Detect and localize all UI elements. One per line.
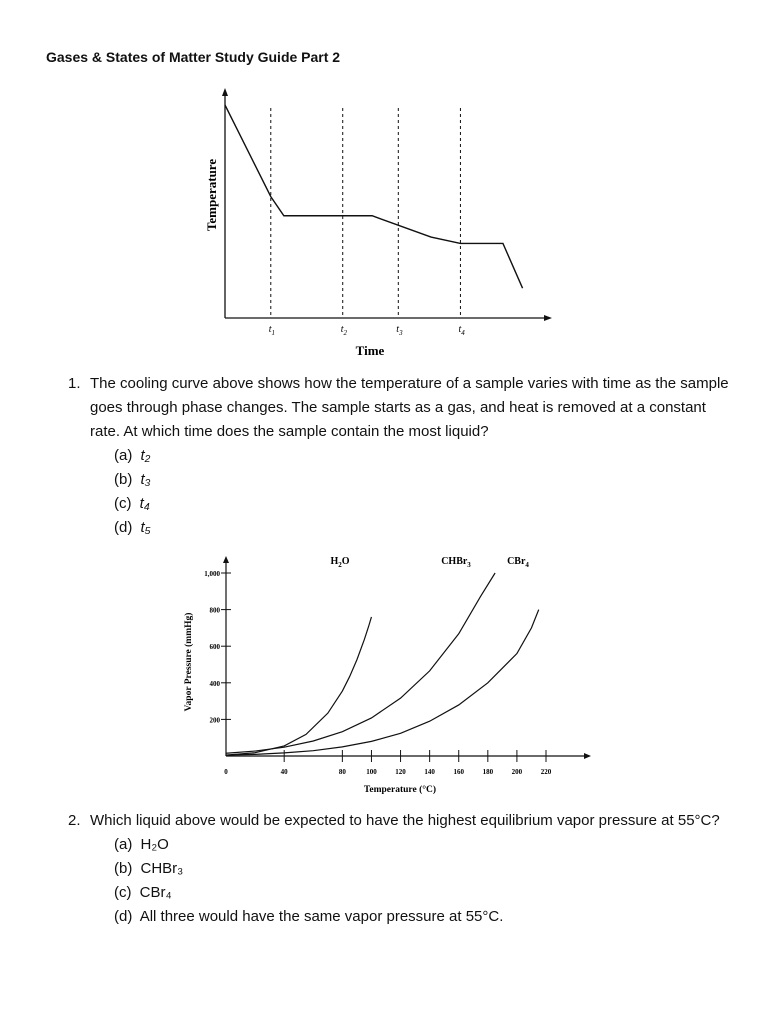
origin-label: 0 bbox=[224, 768, 228, 776]
x-tick-label: 40 bbox=[280, 768, 288, 776]
option-letter: (c) bbox=[114, 884, 132, 901]
y-axis-label: Vapor Pressure (mmHg) bbox=[184, 612, 194, 712]
option-text: CBr₄ bbox=[139, 884, 172, 901]
question-text: The cooling curve above shows how the temperature of a sample varies with time as the sample goes through phase changes. The sample starts as a gas, and heat is removed at a constant rate. At which time does the sample contain the most liquid? bbox=[90, 375, 729, 440]
option-text: t₄ bbox=[139, 495, 150, 512]
question-number: 1. bbox=[68, 375, 81, 392]
option-letter: (a) bbox=[114, 447, 133, 464]
y-tick-label: 600 bbox=[209, 643, 220, 652]
y-tick-label: 400 bbox=[209, 679, 220, 688]
option-text: t₅ bbox=[140, 519, 151, 536]
answer-option-b bbox=[114, 857, 738, 881]
question-1 bbox=[68, 372, 738, 540]
question-number: 2. bbox=[68, 812, 81, 829]
page-title: Gases & States of Matter Study Guide Part 2 bbox=[46, 49, 341, 65]
series-label-1: CHBr$_3$ bbox=[441, 556, 471, 569]
x-tick-label-t4: $t_4$ bbox=[458, 324, 465, 337]
x-tick-label: 220 bbox=[540, 768, 552, 776]
answer-option-c bbox=[114, 492, 738, 516]
x-axis-label: Time bbox=[355, 343, 385, 358]
y-tick-label: 1,000 bbox=[204, 570, 220, 578]
answer-option-b bbox=[114, 468, 738, 492]
y-axis-arrow bbox=[223, 556, 229, 563]
question-2 bbox=[68, 809, 738, 929]
x-tick-label-t1: $t_1$ bbox=[268, 324, 276, 337]
option-text: t₂ bbox=[140, 447, 151, 464]
x-tick-label: 200 bbox=[511, 768, 523, 776]
vapor-pressure-chart bbox=[160, 550, 610, 800]
option-text: CHBr₃ bbox=[140, 860, 184, 877]
x-tick-label-t3: $t_3$ bbox=[396, 324, 403, 337]
option-letter: (d) bbox=[114, 908, 133, 925]
answer-option-d bbox=[114, 516, 738, 540]
question-text: Which liquid above would be expected to have the highest equilibrium vapor pressure at 55°C? bbox=[90, 812, 720, 829]
x-tick-label: 120 bbox=[395, 768, 406, 776]
series-line-1 bbox=[226, 573, 495, 753]
option-text: t₃ bbox=[140, 471, 151, 488]
option-letter: (d) bbox=[114, 519, 133, 536]
option-letter: (b) bbox=[114, 860, 133, 877]
option-text: All three would have the same vapor pressure at 55°C. bbox=[139, 908, 504, 925]
series-line-2 bbox=[226, 610, 539, 755]
series-label-2: CBr$_4$ bbox=[507, 556, 529, 569]
y-tick-label: 200 bbox=[209, 716, 220, 725]
x-tick-label: 80 bbox=[338, 768, 346, 776]
series-label-0: $H_2O$ bbox=[330, 556, 350, 569]
option-letter: (b) bbox=[114, 471, 133, 488]
series-line-0 bbox=[226, 617, 371, 755]
answer-option-a bbox=[114, 444, 738, 468]
answer-option-c bbox=[114, 881, 738, 905]
x-tick-label-t2: $t_2$ bbox=[340, 324, 348, 337]
x-axis-label: Temperature (°C) bbox=[363, 785, 437, 795]
x-axis-arrow bbox=[544, 315, 552, 321]
y-axis-label: Temperature bbox=[204, 158, 219, 232]
x-tick-label: 100 bbox=[366, 768, 377, 776]
option-letter: (a) bbox=[114, 836, 133, 853]
x-axis-arrow bbox=[584, 753, 591, 759]
x-tick-label: 140 bbox=[424, 768, 435, 776]
y-axis-arrow bbox=[222, 88, 228, 96]
cooling-curve-chart bbox=[180, 80, 580, 370]
y-tick-label: 800 bbox=[209, 606, 220, 615]
option-letter: (c) bbox=[114, 495, 132, 512]
x-tick-label: 160 bbox=[453, 768, 464, 776]
answer-option-d bbox=[114, 905, 738, 929]
answer-option-a bbox=[114, 833, 738, 857]
x-tick-label: 180 bbox=[482, 768, 494, 776]
cooling-curve-line bbox=[225, 105, 523, 288]
option-text: H₂O bbox=[140, 836, 169, 853]
